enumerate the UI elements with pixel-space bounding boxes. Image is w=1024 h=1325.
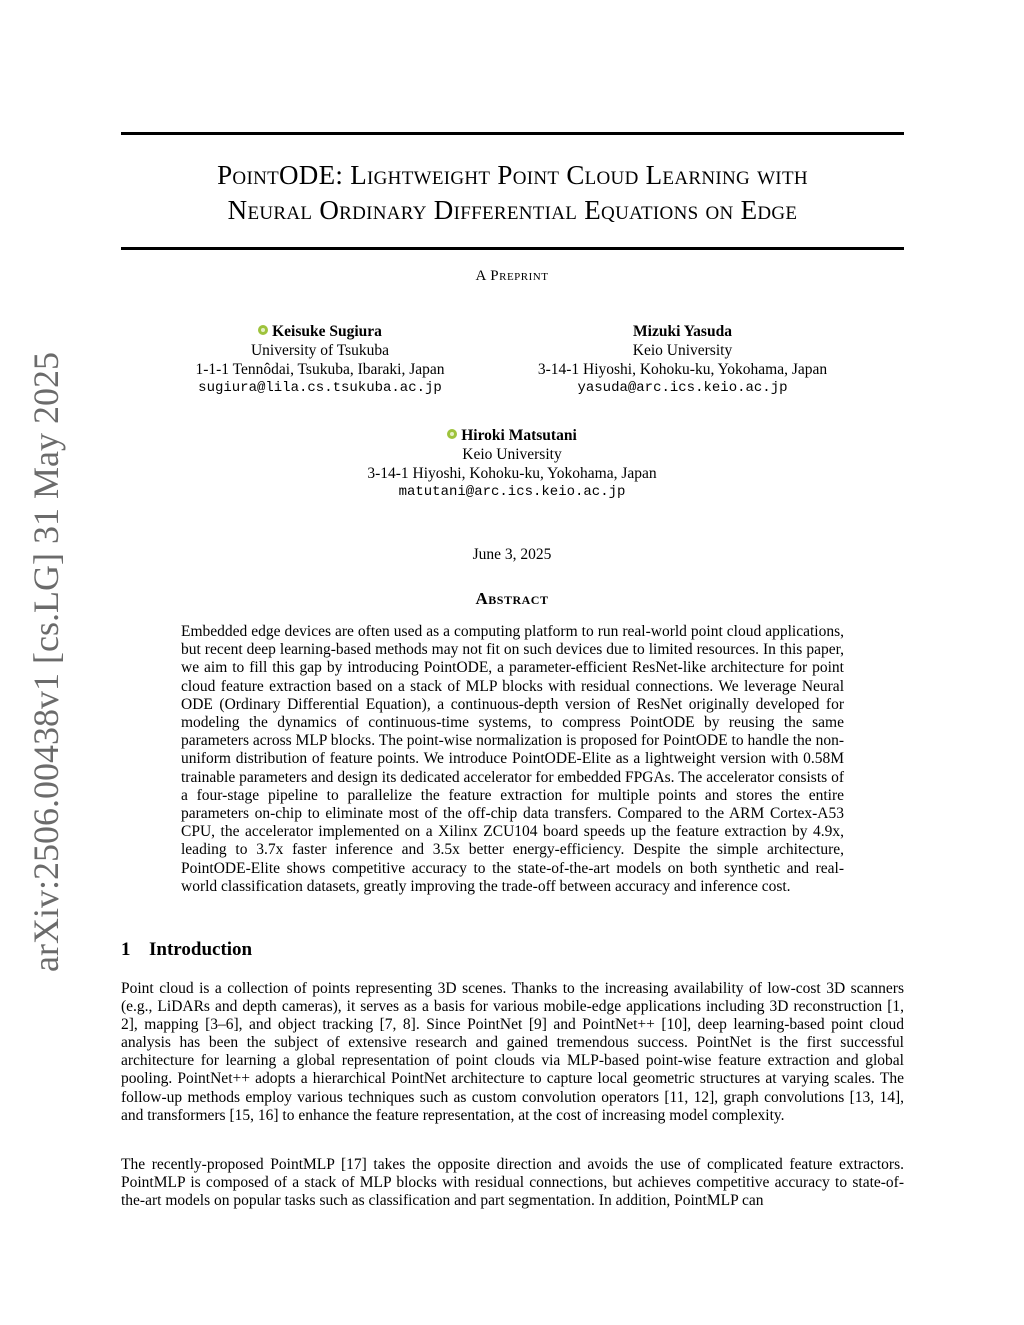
title-rule-bottom — [121, 247, 904, 250]
author-block — [520, 322, 845, 398]
author-name: Mizuki Yasuda — [633, 323, 732, 340]
section-number: 1 — [121, 939, 131, 960]
paper-title — [121, 158, 904, 228]
preprint-label: A Preprint — [475, 268, 549, 284]
author-name: Hiroki Matsutani — [461, 427, 577, 444]
publication-date: June 3, 2025 — [472, 546, 552, 563]
author-affiliation: Keio University — [632, 342, 733, 359]
paper-title-line-1: PointODE: Lightweight Point Cloud Learning with — [217, 160, 808, 190]
section-title: Introduction — [149, 939, 253, 960]
title-rule-top — [121, 132, 904, 135]
author-block — [340, 426, 684, 502]
body-paragraph: Point cloud is a collection of points representing 3D scenes. Thanks to the increasing availability of low-cost 3D scanners (e.g., LiDARs and depth cameras), it serves as a basis for various mobile-edge applications including 3D reconstruction [1, 2], mapping [3–6], and object tracking [7, 8]. Since PointNet [9] and PointNet++ [10], deep learning-based point cloud analysis has been the subject of extensive research and gained tremendous success. PointNet is the first successful architecture for learning a global representation of point clouds via MLP-based point-wise feature extraction and global pooling. PointNet++ adopts a hierarchical PointNet architecture to capture local geometric structures at varying scales. The follow-up methods employ various techniques such as custom convolution operators [11, 12], graph convolutions [13, 14], and transformers [15, 16] to enhance the feature representation, at the cost of increasing model complexity. — [121, 980, 904, 1124]
author-email[interactable]: sugiura@lila.cs.tsukuba.ac.jp — [198, 380, 442, 396]
paper-title-line-2: Neural Ordinary Differential Equations on Edge — [227, 195, 798, 225]
author-address: 3-14-1 Hiyoshi, Kohoku-ku, Yokohama, Japan — [537, 361, 828, 378]
author-name-line — [175, 322, 465, 341]
author-name: Keisuke Sugiura — [272, 323, 382, 340]
orcid-icon[interactable] — [258, 325, 268, 335]
arxiv-identifier-stamp: arXiv:2506.00438v1 [cs.LG] 31 May 2025 — [26, 352, 66, 972]
author-address: 1-1-1 Tennôdai, Tsukuba, Ibaraki, Japan — [195, 361, 445, 378]
author-affiliation: Keio University — [462, 446, 562, 463]
section-heading — [121, 939, 252, 961]
body-paragraph: The recently-proposed PointMLP [17] takes the opposite direction and avoids the use of complicated feature extractors. PointMLP is composed of a stack of MLP blocks with residual connections, but achieves competitive accuracy to state-of-the-art models on popular tasks such as classification and part segmentation. In addition, PointMLP can — [121, 1156, 904, 1210]
author-affiliation: University of Tsukuba — [250, 342, 390, 359]
abstract-text: Embedded edge devices are often used as a computing platform to run real-world point cloud applications, but recent deep learning-based methods may not fit on such devices due to limited resources. In this paper, we aim to fill this gap by introducing PointODE, a parameter-efficient ResNet-like architecture for point cloud feature extraction based on a stack of MLP blocks with residual connections. We leverage Neural ODE (Ordinary Differential Equation), a continuous-depth version of ResNet originally developed for modeling the dynamics of continuous-time systems, to compress PointODE by reusing the same parameters across MLP blocks. The point-wise normalization is proposed for PointODE to handle the non-uniform distribution of feature points. We introduce PointODE-Elite as a lightweight version with 0.58M trainable parameters and design its dedicated accelerator for embedded FPGAs. The accelerator consists of a four-stage pipeline to parallelize the feature extraction for multiple points and stores the entire parameters on-chip to eliminate most of the off-chip data transfers. Compared to the ARM Cortex-A53 CPU, the accelerator implemented on a Xilinx ZCU104 board speeds up the feature extraction by 4.9x, leading to 3.7x faster inference and 3.5x better energy-efficiency. Despite the simple architecture, PointODE-Elite shows competitive accuracy to the state-of-the-art models on both synthetic and real-world classification datasets, greatly improving the trade-off between accuracy and inference cost. — [181, 623, 844, 895]
author-email[interactable]: yasuda@arc.ics.keio.ac.jp — [577, 380, 788, 396]
orcid-icon[interactable] — [447, 429, 457, 439]
author-name-line — [340, 426, 684, 445]
abstract-heading: Abstract — [475, 589, 549, 608]
author-block — [175, 322, 465, 398]
author-email[interactable]: matutani@arc.ics.keio.ac.jp — [398, 484, 626, 500]
author-address: 3-14-1 Hiyoshi, Kohoku-ku, Yokohama, Japan — [367, 465, 657, 482]
